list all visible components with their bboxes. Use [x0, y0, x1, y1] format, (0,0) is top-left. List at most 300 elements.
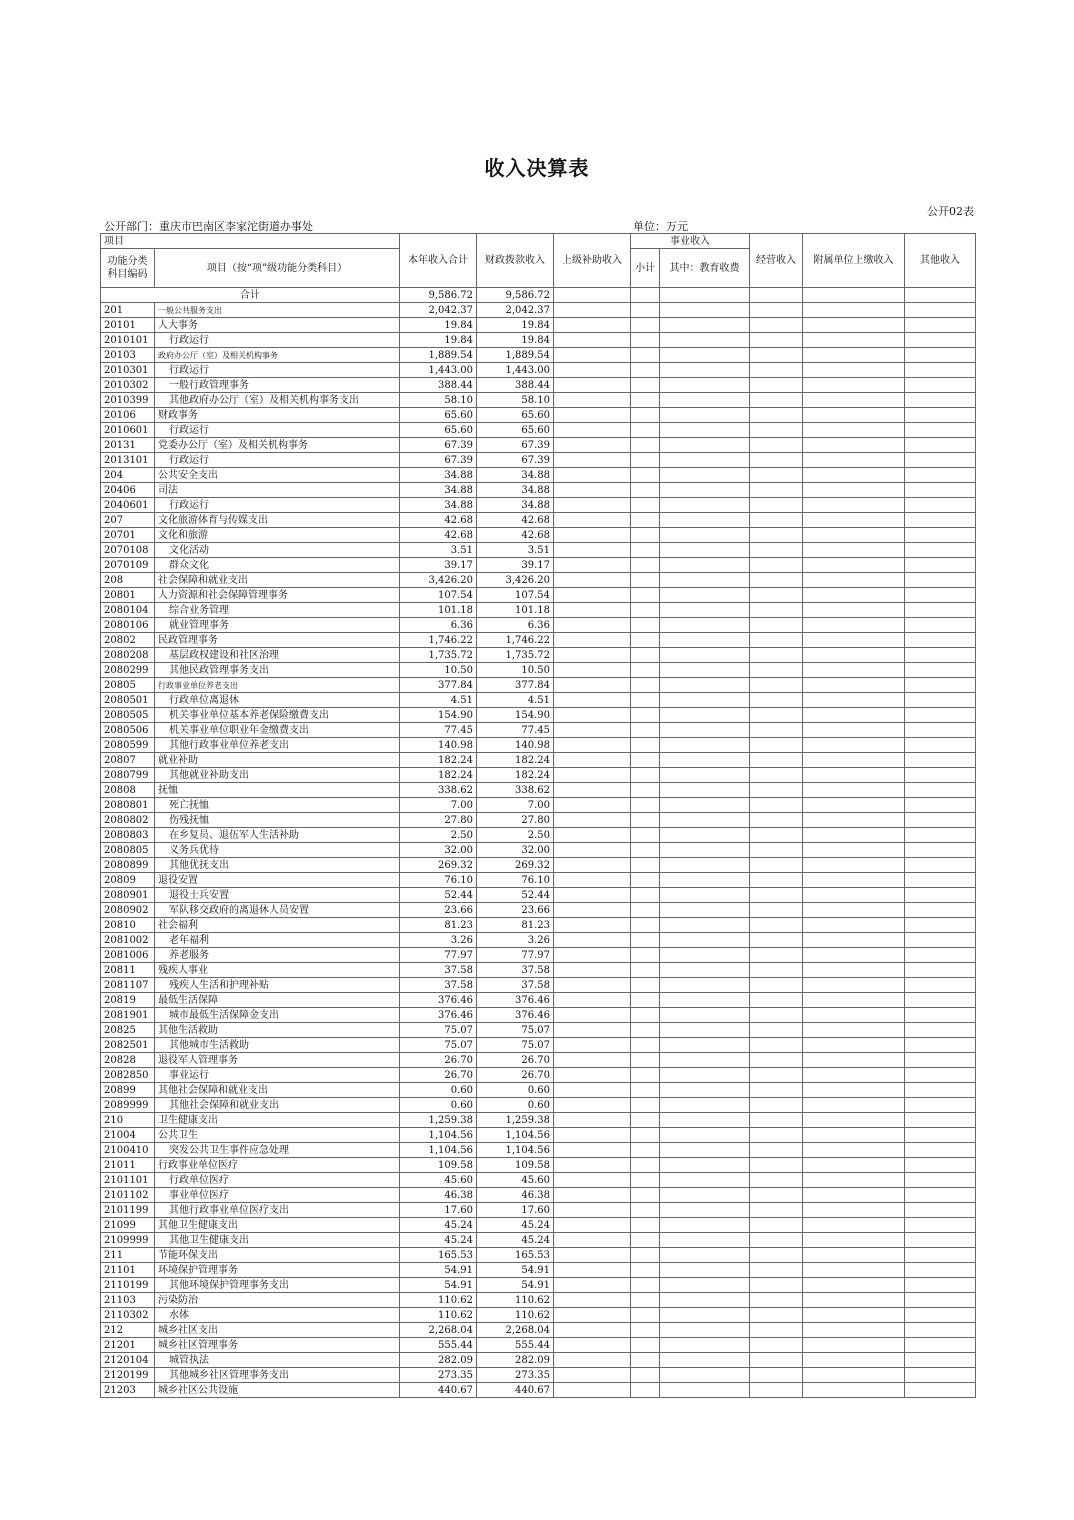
empty-cell	[905, 513, 976, 528]
row-fiscal: 338.62	[477, 783, 554, 798]
empty-cell	[631, 408, 660, 423]
empty-cell	[905, 873, 976, 888]
empty-cell	[631, 513, 660, 528]
empty-cell	[554, 963, 631, 978]
empty-cell	[905, 423, 976, 438]
empty-cell	[803, 783, 905, 798]
empty-cell	[660, 1218, 750, 1233]
empty-cell	[803, 1098, 905, 1113]
empty-cell	[660, 798, 750, 813]
empty-cell	[803, 1383, 905, 1398]
total-amount: 9,586.72	[400, 288, 477, 303]
empty-cell	[803, 888, 905, 903]
row-name: 司法	[155, 483, 400, 498]
empty-cell	[905, 363, 976, 378]
row-code: 2110302	[101, 1308, 155, 1323]
row-total: 67.39	[400, 453, 477, 468]
row-fiscal: 282.09	[477, 1353, 554, 1368]
empty-cell	[631, 798, 660, 813]
empty-cell	[750, 483, 803, 498]
table-row	[101, 438, 976, 453]
empty-cell	[631, 648, 660, 663]
row-code: 2080901	[101, 888, 155, 903]
table-row	[101, 858, 976, 873]
row-code: 20811	[101, 963, 155, 978]
empty-cell	[554, 588, 631, 603]
empty-cell	[803, 483, 905, 498]
empty-cell	[905, 1188, 976, 1203]
empty-cell	[750, 648, 803, 663]
row-code: 2080805	[101, 843, 155, 858]
row-code: 20406	[101, 483, 155, 498]
empty-cell	[554, 348, 631, 363]
empty-cell	[660, 1008, 750, 1023]
empty-cell	[660, 1203, 750, 1218]
empty-cell	[631, 738, 660, 753]
empty-cell	[803, 513, 905, 528]
table-row	[101, 618, 976, 633]
row-code: 2081901	[101, 1008, 155, 1023]
empty-cell	[905, 993, 976, 1008]
row-code: 20101	[101, 318, 155, 333]
row-code: 2080501	[101, 693, 155, 708]
row-total: 3,426.20	[400, 573, 477, 588]
row-fiscal: 1,104.56	[477, 1143, 554, 1158]
row-total: 81.23	[400, 918, 477, 933]
empty-cell	[660, 603, 750, 618]
empty-cell	[631, 948, 660, 963]
empty-cell	[905, 1203, 976, 1218]
row-name: 文化旅游体育与传媒支出	[155, 513, 400, 528]
empty-cell	[803, 498, 905, 513]
empty-cell	[631, 528, 660, 543]
row-fiscal: 10.50	[477, 663, 554, 678]
empty-cell	[750, 1338, 803, 1353]
empty-cell	[750, 738, 803, 753]
empty-cell	[660, 828, 750, 843]
empty-cell	[660, 948, 750, 963]
empty-cell	[554, 1278, 631, 1293]
empty-cell	[554, 303, 631, 318]
header-total: 本年收入合计	[400, 234, 477, 288]
table-row	[101, 1203, 976, 1218]
empty-cell	[750, 693, 803, 708]
empty-cell	[750, 333, 803, 348]
empty-cell	[803, 633, 905, 648]
empty-cell	[750, 573, 803, 588]
empty-cell	[660, 333, 750, 348]
empty-cell	[631, 1143, 660, 1158]
empty-cell	[750, 618, 803, 633]
empty-cell	[905, 1038, 976, 1053]
row-name: 其他优抚支出	[155, 858, 400, 873]
empty-cell	[660, 873, 750, 888]
row-name: 行政事业单位养老支出	[155, 678, 400, 693]
row-total: 182.24	[400, 768, 477, 783]
empty-cell	[905, 588, 976, 603]
empty-cell	[803, 1083, 905, 1098]
table-row	[101, 723, 976, 738]
empty-cell	[631, 603, 660, 618]
empty-cell	[631, 1218, 660, 1233]
table-row	[101, 1038, 976, 1053]
row-fiscal: 26.70	[477, 1053, 554, 1068]
empty-cell	[554, 378, 631, 393]
row-total: 338.62	[400, 783, 477, 798]
row-total: 45.24	[400, 1218, 477, 1233]
empty-cell	[554, 1293, 631, 1308]
row-code: 2082850	[101, 1068, 155, 1083]
empty-cell	[905, 768, 976, 783]
row-total: 10.50	[400, 663, 477, 678]
row-code: 212	[101, 1323, 155, 1338]
empty-cell	[803, 423, 905, 438]
empty-cell	[750, 888, 803, 903]
empty-cell	[554, 1338, 631, 1353]
empty-cell	[750, 513, 803, 528]
row-name: 事业单位医疗	[155, 1188, 400, 1203]
row-total: 26.70	[400, 1053, 477, 1068]
empty-cell	[660, 1158, 750, 1173]
empty-cell	[905, 1113, 976, 1128]
empty-cell	[750, 1308, 803, 1323]
empty-cell	[803, 858, 905, 873]
empty-cell	[660, 438, 750, 453]
row-name: 文化活动	[155, 543, 400, 558]
row-fiscal: 377.84	[477, 678, 554, 693]
row-code: 2109999	[101, 1233, 155, 1248]
empty-cell	[554, 1188, 631, 1203]
empty-cell	[750, 423, 803, 438]
empty-cell	[803, 1308, 905, 1323]
row-total: 0.60	[400, 1098, 477, 1113]
empty-cell	[803, 768, 905, 783]
empty-cell	[660, 1293, 750, 1308]
row-name: 政府办公厅（室）及相关机构事务	[155, 348, 400, 363]
row-total: 0.60	[400, 1083, 477, 1098]
empty-cell	[631, 708, 660, 723]
row-fiscal: 376.46	[477, 1008, 554, 1023]
empty-cell	[905, 618, 976, 633]
empty-cell	[905, 438, 976, 453]
header-upper: 上级补助收入	[554, 234, 631, 288]
empty-cell	[750, 873, 803, 888]
row-name: 行政运行	[155, 363, 400, 378]
empty-cell	[905, 783, 976, 798]
empty-cell	[803, 693, 905, 708]
row-name: 财政事务	[155, 408, 400, 423]
empty-cell	[750, 828, 803, 843]
row-name: 群众文化	[155, 558, 400, 573]
row-name: 老年福利	[155, 933, 400, 948]
empty-cell	[631, 1128, 660, 1143]
row-name: 人大事务	[155, 318, 400, 333]
empty-cell	[905, 828, 976, 843]
row-total: 140.98	[400, 738, 477, 753]
row-fiscal: 555.44	[477, 1338, 554, 1353]
row-total: 23.66	[400, 903, 477, 918]
empty-cell	[631, 1293, 660, 1308]
row-code: 20103	[101, 348, 155, 363]
row-name: 就业管理事务	[155, 618, 400, 633]
row-fiscal: 376.46	[477, 993, 554, 1008]
empty-cell	[803, 1038, 905, 1053]
row-code: 2070108	[101, 543, 155, 558]
empty-cell	[554, 1248, 631, 1263]
row-name: 就业补助	[155, 753, 400, 768]
table-row	[101, 1128, 976, 1143]
row-name: 事业运行	[155, 1068, 400, 1083]
empty-cell	[803, 618, 905, 633]
empty-cell	[554, 708, 631, 723]
empty-cell	[905, 453, 976, 468]
row-total: 77.45	[400, 723, 477, 738]
empty-cell	[660, 303, 750, 318]
row-fiscal: 76.10	[477, 873, 554, 888]
row-total: 376.46	[400, 1008, 477, 1023]
empty-cell	[631, 1053, 660, 1068]
row-fiscal: 101.18	[477, 603, 554, 618]
table-row	[101, 1233, 976, 1248]
empty-cell	[631, 618, 660, 633]
empty-cell	[554, 618, 631, 633]
row-fiscal: 19.84	[477, 318, 554, 333]
row-code: 21103	[101, 1293, 155, 1308]
empty-cell	[660, 738, 750, 753]
empty-cell	[803, 348, 905, 363]
empty-cell	[905, 1353, 976, 1368]
empty-cell	[631, 723, 660, 738]
empty-cell	[631, 813, 660, 828]
table-row	[101, 348, 976, 363]
row-total: 388.44	[400, 378, 477, 393]
empty-cell	[750, 723, 803, 738]
page-title: 收入决算表	[484, 156, 590, 180]
row-fiscal: 4.51	[477, 693, 554, 708]
table-row	[101, 873, 976, 888]
empty-cell	[905, 498, 976, 513]
row-fiscal: 3.51	[477, 543, 554, 558]
empty-cell	[905, 1143, 976, 1158]
empty-cell	[631, 1083, 660, 1098]
row-fiscal: 34.88	[477, 468, 554, 483]
empty-cell	[631, 843, 660, 858]
empty-cell	[905, 1323, 976, 1338]
empty-cell	[803, 918, 905, 933]
row-total: 1,104.56	[400, 1143, 477, 1158]
empty-cell	[750, 288, 803, 303]
row-name: 民政管理事务	[155, 633, 400, 648]
row-total: 27.80	[400, 813, 477, 828]
empty-cell	[554, 1353, 631, 1368]
empty-cell	[750, 663, 803, 678]
row-fiscal: 42.68	[477, 528, 554, 543]
empty-cell	[750, 498, 803, 513]
empty-cell	[750, 768, 803, 783]
empty-cell	[660, 513, 750, 528]
row-name: 综合业务管理	[155, 603, 400, 618]
table-row	[101, 1083, 976, 1098]
empty-cell	[905, 978, 976, 993]
empty-cell	[750, 1008, 803, 1023]
row-total: 109.58	[400, 1158, 477, 1173]
empty-cell	[554, 288, 631, 303]
empty-cell	[554, 798, 631, 813]
empty-cell	[631, 558, 660, 573]
empty-cell	[554, 1158, 631, 1173]
row-code: 21203	[101, 1383, 155, 1398]
row-name: 死亡抚恤	[155, 798, 400, 813]
empty-cell	[554, 693, 631, 708]
row-fiscal: 388.44	[477, 378, 554, 393]
empty-cell	[631, 438, 660, 453]
empty-cell	[905, 888, 976, 903]
empty-cell	[554, 813, 631, 828]
row-name: 其他环境保护管理事务支出	[155, 1278, 400, 1293]
empty-cell	[750, 858, 803, 873]
empty-cell	[660, 288, 750, 303]
empty-cell	[554, 903, 631, 918]
empty-cell	[905, 723, 976, 738]
table-row	[101, 663, 976, 678]
row-fiscal: 52.44	[477, 888, 554, 903]
table-row	[101, 738, 976, 753]
row-code: 20805	[101, 678, 155, 693]
empty-cell	[803, 378, 905, 393]
total-fiscal: 9,586.72	[477, 288, 554, 303]
empty-cell	[660, 1338, 750, 1353]
empty-cell	[803, 588, 905, 603]
empty-cell	[554, 438, 631, 453]
empty-cell	[660, 408, 750, 423]
empty-cell	[631, 453, 660, 468]
row-total: 2.50	[400, 828, 477, 843]
empty-cell	[905, 903, 976, 918]
row-fiscal: 45.24	[477, 1233, 554, 1248]
table-row	[101, 483, 976, 498]
table-row	[101, 1338, 976, 1353]
empty-cell	[750, 1173, 803, 1188]
row-total: 77.97	[400, 948, 477, 963]
table-row	[101, 1008, 976, 1023]
table-row	[101, 513, 976, 528]
row-fiscal: 0.60	[477, 1083, 554, 1098]
empty-cell	[660, 843, 750, 858]
row-fiscal: 1,889.54	[477, 348, 554, 363]
empty-cell	[631, 498, 660, 513]
empty-cell	[803, 303, 905, 318]
empty-cell	[660, 573, 750, 588]
empty-cell	[750, 438, 803, 453]
row-total: 2,042.37	[400, 303, 477, 318]
empty-cell	[750, 1248, 803, 1263]
empty-cell	[660, 978, 750, 993]
row-fiscal: 39.17	[477, 558, 554, 573]
row-fiscal: 54.91	[477, 1263, 554, 1278]
empty-cell	[554, 543, 631, 558]
row-code: 204	[101, 468, 155, 483]
empty-cell	[750, 603, 803, 618]
row-total: 282.09	[400, 1353, 477, 1368]
empty-cell	[750, 813, 803, 828]
row-code: 2081006	[101, 948, 155, 963]
row-name: 突发公共卫生事件应急处理	[155, 1143, 400, 1158]
header-project: 项目	[101, 234, 400, 249]
empty-cell	[803, 438, 905, 453]
empty-cell	[660, 498, 750, 513]
empty-cell	[905, 708, 976, 723]
table-row	[101, 423, 976, 438]
row-fiscal: 77.97	[477, 948, 554, 963]
row-name: 抚恤	[155, 783, 400, 798]
row-fiscal: 42.68	[477, 513, 554, 528]
row-name: 其他民政管理事务支出	[155, 663, 400, 678]
empty-cell	[750, 783, 803, 798]
row-name: 社会保障和就业支出	[155, 573, 400, 588]
empty-cell	[660, 393, 750, 408]
empty-cell	[750, 1143, 803, 1158]
header-enterprise: 事业收入	[631, 234, 750, 249]
empty-cell	[660, 633, 750, 648]
empty-cell	[660, 1068, 750, 1083]
empty-cell	[660, 423, 750, 438]
empty-cell	[631, 873, 660, 888]
empty-cell	[631, 1308, 660, 1323]
empty-cell	[803, 798, 905, 813]
row-total: 1,735.72	[400, 648, 477, 663]
empty-cell	[803, 543, 905, 558]
row-total: 32.00	[400, 843, 477, 858]
empty-cell	[905, 348, 976, 363]
empty-cell	[803, 333, 905, 348]
table-row	[101, 1023, 976, 1038]
row-fiscal: 32.00	[477, 843, 554, 858]
table-row	[101, 1248, 976, 1263]
row-total: 37.58	[400, 978, 477, 993]
empty-cell	[750, 1293, 803, 1308]
row-name: 城管执法	[155, 1353, 400, 1368]
empty-cell	[631, 963, 660, 978]
empty-cell	[750, 753, 803, 768]
row-code: 2080599	[101, 738, 155, 753]
table-row	[101, 678, 976, 693]
row-name: 党委办公厅（室）及相关机构事务	[155, 438, 400, 453]
empty-cell	[905, 393, 976, 408]
empty-cell	[905, 948, 976, 963]
empty-cell	[554, 1263, 631, 1278]
row-name: 城乡社区支出	[155, 1323, 400, 1338]
empty-cell	[631, 468, 660, 483]
empty-cell	[660, 1188, 750, 1203]
empty-cell	[554, 1143, 631, 1158]
empty-cell	[750, 468, 803, 483]
empty-cell	[750, 1083, 803, 1098]
row-code: 20801	[101, 588, 155, 603]
empty-cell	[631, 1233, 660, 1248]
empty-cell	[660, 1278, 750, 1293]
empty-cell	[631, 993, 660, 1008]
header-name: 项目（按“项”级功能分类科目）	[155, 249, 400, 288]
row-name: 机关事业单位基本养老保险缴费支出	[155, 708, 400, 723]
empty-cell	[554, 1038, 631, 1053]
table-row	[101, 753, 976, 768]
empty-cell	[660, 1113, 750, 1128]
row-total: 65.60	[400, 408, 477, 423]
empty-cell	[660, 558, 750, 573]
row-code: 20807	[101, 753, 155, 768]
row-code: 20808	[101, 783, 155, 798]
empty-cell	[660, 888, 750, 903]
